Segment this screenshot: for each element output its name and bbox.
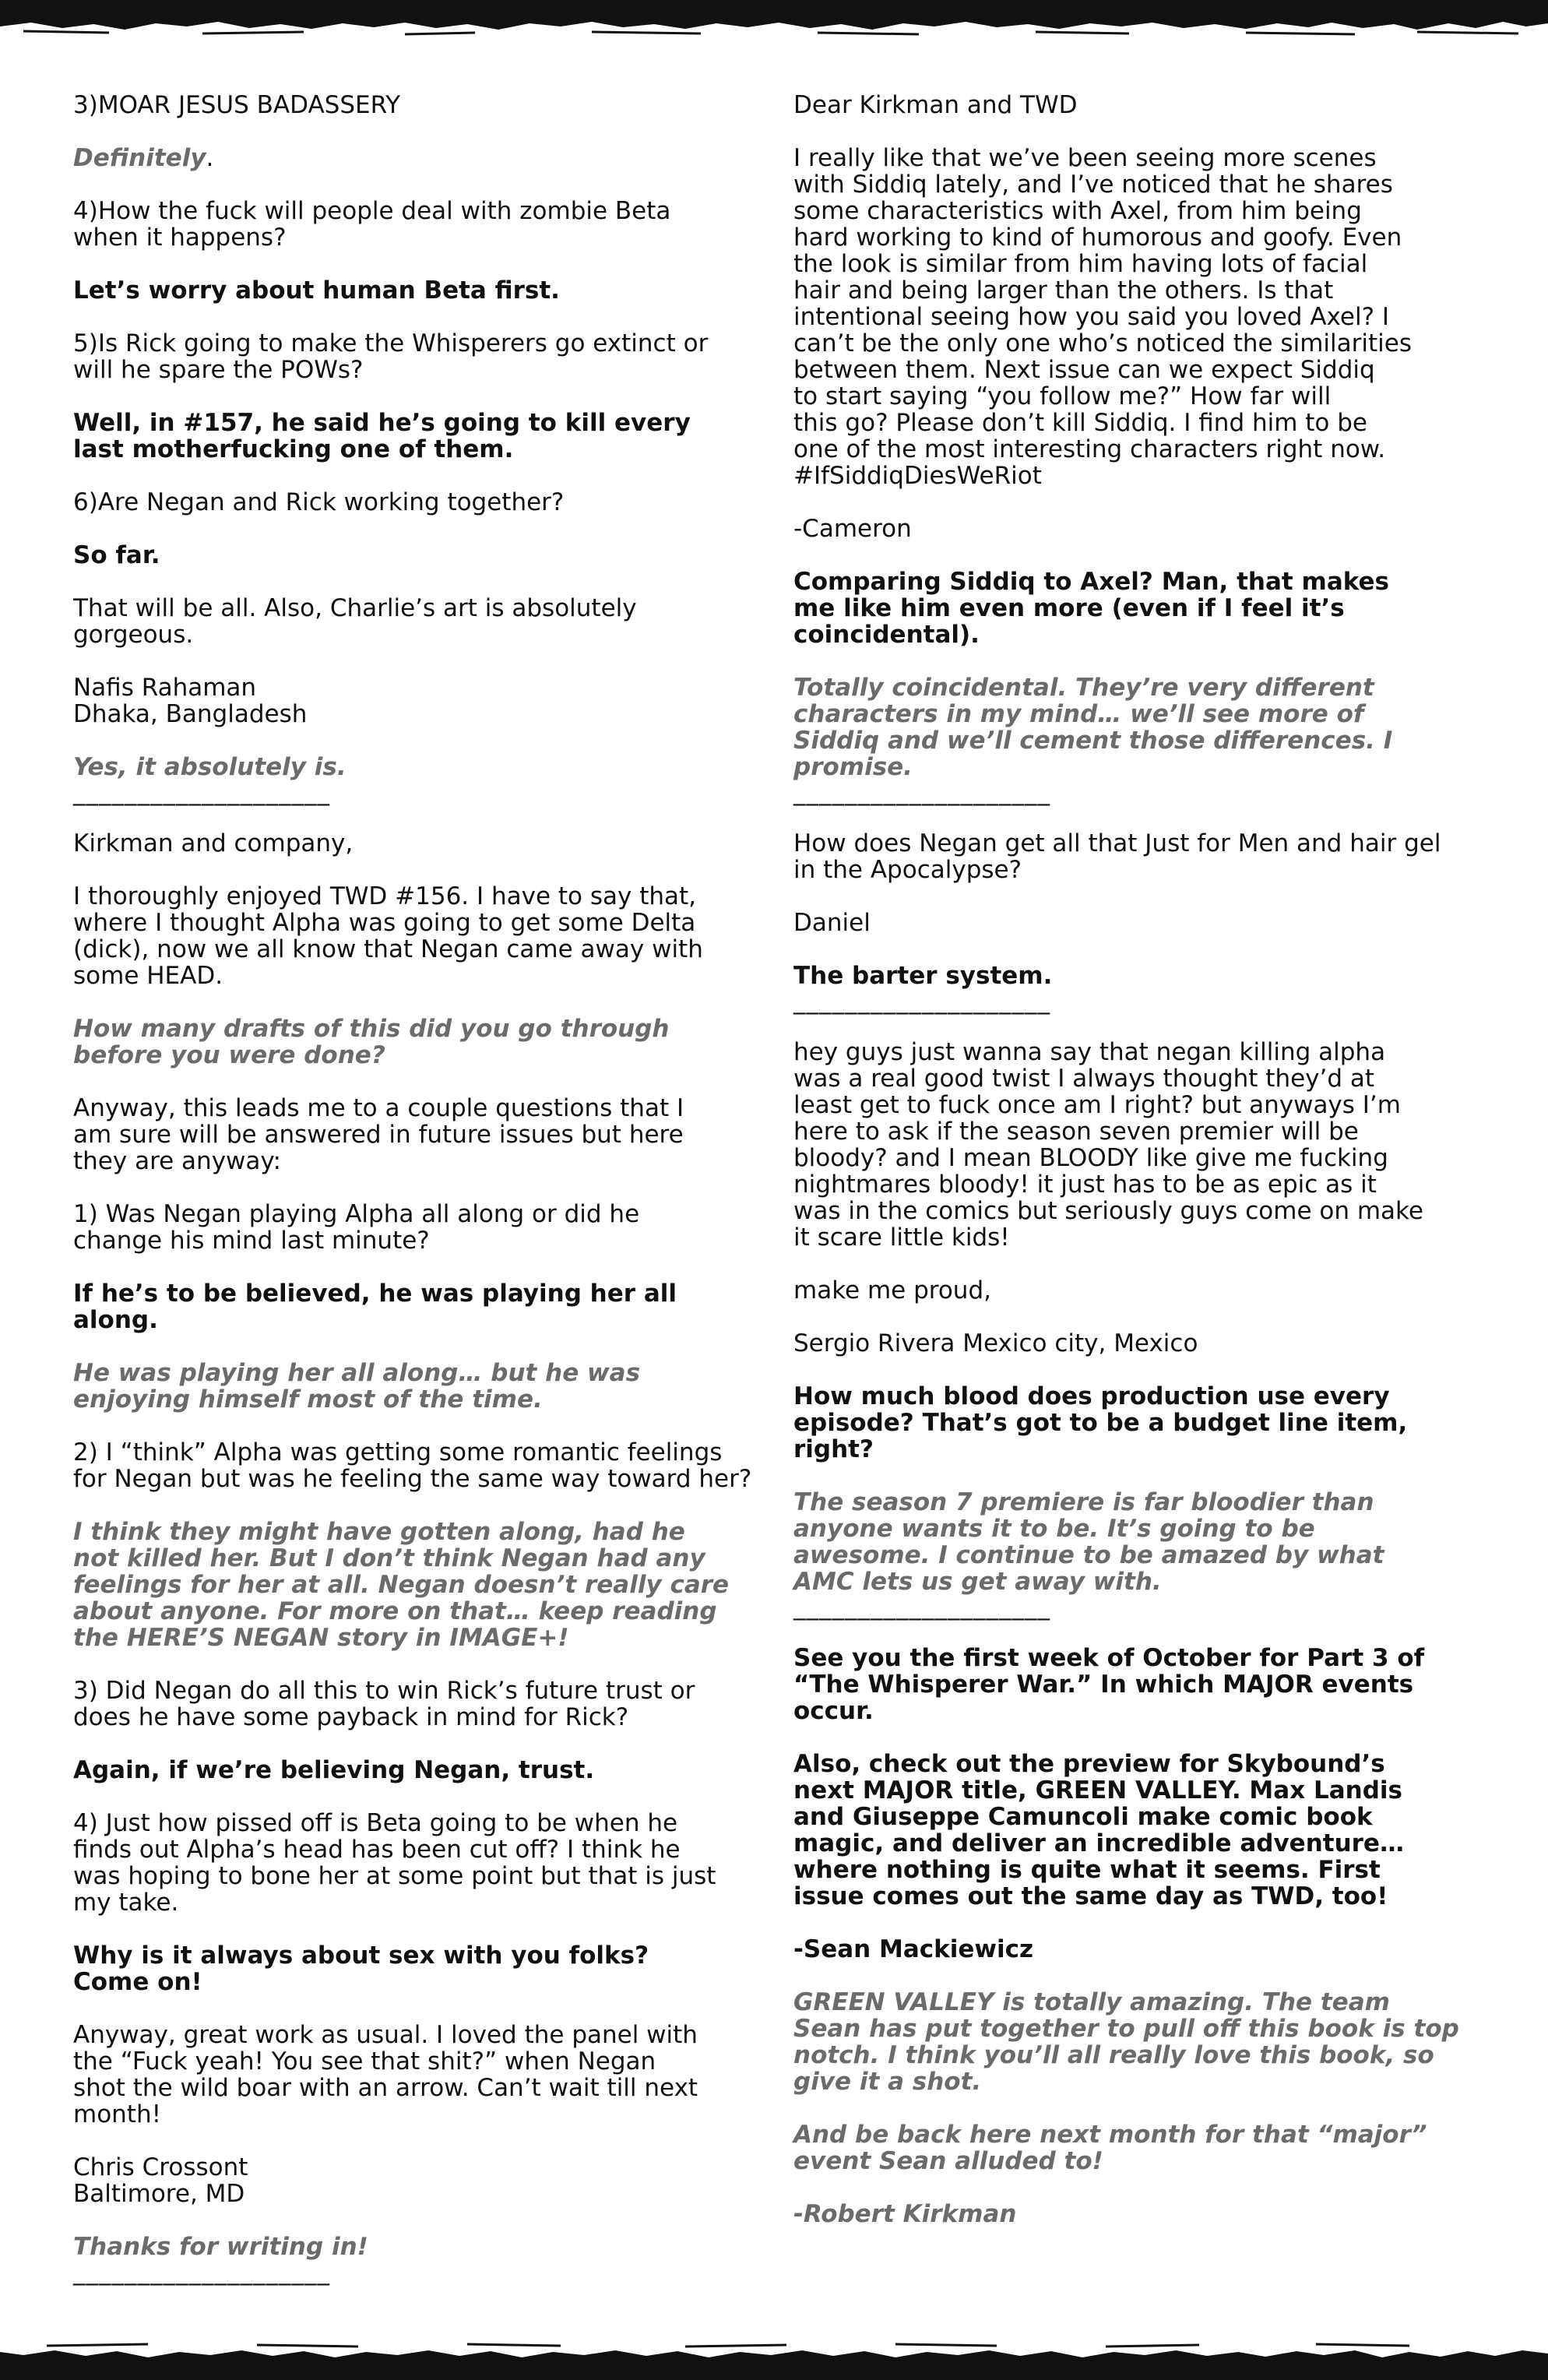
letter-body: Anyway, this leads me to a couple questions that I am sure will be answered in future issues but here they are anyway: bbox=[73, 1094, 684, 1175]
letter-signature: Daniel bbox=[793, 909, 871, 937]
kirkman-reply: How many drafts of this did you go through before you were done? bbox=[73, 1015, 670, 1069]
reader-question: 4)How the fuck will people deal with zombie Beta when it happens? bbox=[73, 197, 671, 252]
kirkman-reply: He was playing her all along… but he was enjoying himself most of the time. bbox=[73, 1359, 641, 1414]
reader-question: 3)MOAR JESUS BADASSERY bbox=[73, 91, 401, 119]
letter-signature: Chris Crossont Baltimore, MD bbox=[73, 2153, 248, 2208]
kirkman-reply: Yes, it absolutely is. bbox=[73, 753, 347, 781]
letter-salutation: Kirkman and company, bbox=[73, 829, 354, 857]
editor-signature: -Sean Mackiewicz bbox=[793, 1935, 1034, 1963]
letter-body: I really like that we’ve been seeing more scenes with Siddiq lately, and I’ve noticed that he shares some characteristics with Axel, from him being hard working to kind of humorous and goofy. Even the look is similar from him having lots of facial hair and being larger than the others. Is that intentional seeing how you said you loved Axel? I can’t be the only one who’s noticed the similarities between them. Next issue can we expect Siddiq to start saying “you follow me?” How far will this go? Please don’t kill Siddiq. I find him to be one of the most interesting characters right now. #IfSiddiqDiesWeRiot bbox=[793, 144, 1412, 490]
letter-salutation: Dear Kirkman and TWD bbox=[793, 91, 1078, 119]
kirkman-reply-period: . bbox=[206, 144, 214, 172]
editor-reply: If he’s to be believed, he was playing her all along. bbox=[73, 1280, 677, 1334]
letter-divider: ____________________ bbox=[793, 778, 1050, 806]
editor-reply: The barter system. bbox=[793, 962, 1053, 990]
letter-divider: ____________________ bbox=[793, 1593, 1050, 1621]
editor-reply: Again, if we’re believing Negan, trust. bbox=[73, 1756, 595, 1784]
reader-question: 4) Just how pissed off is Beta going to be when he finds out Alpha’s head has been cut off? I think he was hoping to bone her at some point but that is just my take. bbox=[73, 1809, 716, 1917]
top-brush-border bbox=[0, 0, 1548, 47]
letter-divider: ____________________ bbox=[793, 987, 1050, 1015]
letter-closing: That will be all. Also, Charlie’s art is absolutely gorgeous. bbox=[73, 594, 637, 649]
letter-divider: ____________________ bbox=[73, 2258, 330, 2286]
letter-closing: Anyway, great work as usual. I loved the panel with the “Fuck yeah! You see that shit?” when Negan shot the wild boar with an arrow. Can’t wait till next month! bbox=[73, 2021, 698, 2128]
reader-question: 6)Are Negan and Rick working together? bbox=[73, 488, 565, 516]
reader-question: 3) Did Negan do all this to win Rick’s future trust or does he have some payback in mind for Rick? bbox=[73, 1677, 695, 1731]
kirkman-reply-text: Definitely bbox=[73, 144, 206, 172]
editor-reply: Well, in #157, he said he’s going to kill every last motherfucking one of them. bbox=[73, 409, 691, 463]
letter-signature: -Cameron bbox=[793, 515, 912, 543]
kirkman-reply bbox=[73, 145, 762, 171]
editor-reply: Comparing Siddiq to Axel? Man, that makes me like him even more (even if I feel it’s coincidental). bbox=[793, 568, 1389, 649]
kirkman-signature: -Robert Kirkman bbox=[793, 2200, 1017, 2228]
letter-signature: Sergio Rivera Mexico city, Mexico bbox=[793, 1329, 1198, 1357]
letter-closing: make me proud, bbox=[793, 1276, 991, 1304]
letter-body: How does Negan get all that Just for Men and hair gel in the Apocalypse? bbox=[793, 829, 1441, 884]
kirkman-reply: And be back here next month for that “major” event Sean alluded to! bbox=[793, 2121, 1427, 2175]
bottom-brush-border bbox=[0, 2333, 1548, 2380]
editor-reply: How much blood does production use every episode? That’s got to be a budget line item, right? bbox=[793, 1382, 1408, 1463]
reader-question: 5)Is Rick going to make the Whisperers go extinct or will he spare the POWs? bbox=[73, 329, 709, 384]
editor-announcement: See you the first week of October for Part 3 of “The Whisperer War.” In which MAJOR events occur. bbox=[793, 1644, 1425, 1725]
letter-body: hey guys just wanna say that negan killing alpha was a real good twist I always thought they’d at least get to fuck once am I right? but anyways I’m here to ask if the season seven premier will be bloody? and I mean BLOODY like give me fucking nightmares bloody! it just has to be as epic as it was in the comics but seriously guys come on make it scare little kids! bbox=[793, 1038, 1423, 1252]
kirkman-reply: GREEN VALLEY is totally amazing. The team Sean has put together to pull off this book is top notch. I think you’ll all really love this book, so give it a shot. bbox=[793, 1988, 1459, 2096]
editor-reply: So far. bbox=[73, 541, 160, 569]
editor-reply: Let’s worry about human Beta first. bbox=[73, 276, 560, 305]
editor-announcement: Also, check out the preview for Skybound’s next MAJOR title, GREEN VALLEY. Max Landis and Giuseppe Camuncoli make comic book magic, and deliver an incredible adventure… where nothing is quite what it seems. First issue comes out the same day as TWD, too! bbox=[793, 1750, 1404, 1910]
left-column bbox=[73, 92, 762, 2310]
kirkman-reply: Thanks for writing in! bbox=[73, 2233, 368, 2261]
kirkman-reply: The season 7 premiere is far bloodier than anyone wants it to be. It’s going to be awesome. I continue to be amazed by what AMC lets us get away with. bbox=[793, 1488, 1384, 1596]
letter-signature: Nafis Rahaman Dhaka, Bangladesh bbox=[73, 674, 308, 728]
right-column bbox=[793, 92, 1483, 2254]
letter-divider: ____________________ bbox=[73, 778, 330, 806]
letter-body: I thoroughly enjoyed TWD #156. I have to say that, where I thought Alpha was going to get some Delta (dick), now we all know that Negan came away with some HEAD. bbox=[73, 882, 703, 990]
reader-question: 2) I “think” Alpha was getting some romantic feelings for Negan but was he feeling the same way toward her? bbox=[73, 1438, 752, 1493]
editor-reply: Why is it always about sex with you folks? Come on! bbox=[73, 1942, 649, 1996]
kirkman-reply: Totally coincidental. They’re very different characters in my mind… we’ll see more of Siddiq and we’ll cement those differences. I promise. bbox=[793, 674, 1393, 781]
kirkman-reply: I think they might have gotten along, had he not killed her. But I don’t think Negan had any feelings for her at all. Negan doesn’t really care about anyone. For more on that… keep reading the HERE’S NEGAN story in IMAGE+! bbox=[73, 1518, 730, 1652]
reader-question: 1) Was Negan playing Alpha all along or did he change his mind last minute? bbox=[73, 1200, 640, 1255]
